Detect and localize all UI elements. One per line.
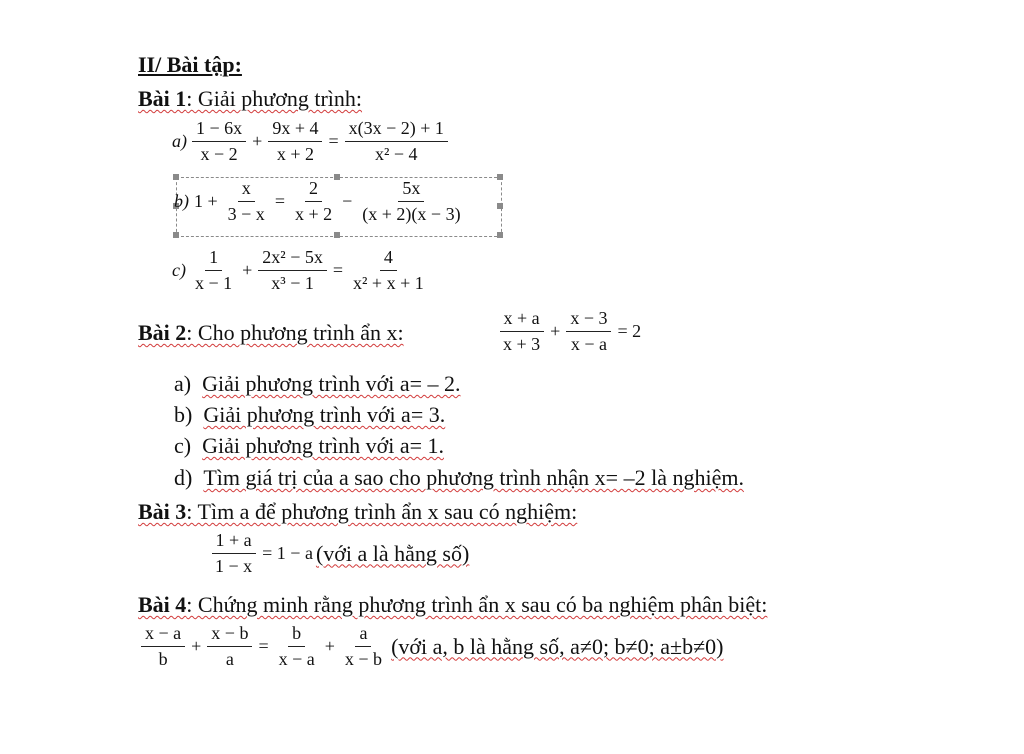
fraction xyxy=(191,247,236,294)
resize-handle[interactable] xyxy=(497,203,503,209)
fraction xyxy=(275,623,319,670)
operator: + xyxy=(550,321,561,341)
equation-1c xyxy=(172,247,431,294)
exercise-2-label: Bài 2 xyxy=(138,320,187,345)
denominator: x² − 4 xyxy=(374,144,418,164)
exercise-4-text: : Chứng minh rằng phương trình ẩn x sau có ba nghiệm phân biệt: xyxy=(186,592,768,617)
denominator: x + 2 xyxy=(276,144,314,164)
operator: − xyxy=(342,191,353,211)
numerator: 2x² − 5x xyxy=(258,247,327,271)
operator: = xyxy=(332,260,344,280)
exercise-2-item xyxy=(174,465,744,491)
operator: + xyxy=(324,636,335,656)
item-text: Giải phương trình với a= – 2. xyxy=(202,371,461,396)
resize-handle[interactable] xyxy=(497,174,503,180)
numerator: 9x + 4 xyxy=(268,118,322,142)
item-label: b) xyxy=(174,402,193,427)
denominator: x² + x + 1 xyxy=(353,273,424,293)
fraction xyxy=(499,308,544,355)
fraction xyxy=(211,530,256,577)
fraction xyxy=(258,247,327,294)
denominator: x − a xyxy=(570,334,607,354)
exercise-3-label: Bài 3 xyxy=(138,499,187,524)
fraction xyxy=(192,118,246,165)
exercise-3-text: : Tìm a để phương trình ẩn x sau có nghiệm: xyxy=(186,499,578,524)
denominator: x³ − 1 xyxy=(271,273,314,293)
denominator: 3 − x xyxy=(227,204,265,224)
fraction xyxy=(224,178,269,225)
operator: = xyxy=(328,131,339,151)
exercise-4-label: Bài 4 xyxy=(138,592,187,617)
denominator: x − 1 xyxy=(194,273,233,293)
fraction xyxy=(349,247,428,294)
lead-term: 1 + xyxy=(194,191,218,211)
denominator: x − 2 xyxy=(200,144,238,164)
equation-rhs: = 2 xyxy=(617,321,642,341)
operator: + xyxy=(242,260,253,280)
denominator: x + 3 xyxy=(503,334,541,354)
equation-1a-label: a) xyxy=(172,131,187,151)
operator: = xyxy=(274,191,285,211)
item-text: Giải phương trình với a= 1. xyxy=(202,433,444,458)
equation-rhs: = 1 − a xyxy=(262,543,313,563)
numerator: x + a xyxy=(500,308,544,332)
fraction xyxy=(345,118,448,165)
numerator: x − 3 xyxy=(566,308,611,332)
exercise-2-item xyxy=(174,402,445,428)
numerator: x − b xyxy=(207,623,252,647)
exercise-1-label: Bài 1 xyxy=(138,86,187,111)
equation-1a xyxy=(172,118,451,165)
equation-3-note: (với a là hằng số) xyxy=(315,540,470,566)
numerator: 2 xyxy=(305,178,322,202)
denominator: x + 2 xyxy=(294,204,333,224)
numerator: 1 + a xyxy=(212,530,256,554)
item-text: Giải phương trình với a= 3. xyxy=(203,402,446,427)
equation-1b-label: b) xyxy=(174,191,189,211)
resize-handle[interactable] xyxy=(497,232,503,238)
equation-3 xyxy=(208,530,469,577)
fraction xyxy=(207,623,252,670)
item-label: a) xyxy=(174,371,192,396)
exercise-2-item xyxy=(174,371,461,397)
operator: + xyxy=(191,636,202,656)
resize-handle[interactable] xyxy=(173,232,179,238)
denominator: x − b xyxy=(344,649,383,669)
fraction xyxy=(341,623,386,670)
denominator: (x + 2)(x − 3) xyxy=(362,204,461,224)
fraction xyxy=(358,178,464,225)
numerator: b xyxy=(288,623,305,647)
denominator: 1 − x xyxy=(215,556,253,576)
denominator: x − a xyxy=(278,649,315,669)
denominator: a xyxy=(225,649,234,669)
fraction xyxy=(291,178,336,225)
item-text: Tìm giá trị của a sao cho phương trình nhận x= –2 là nghiệm. xyxy=(203,465,744,490)
exercise-1-text: : Giải phương trình: xyxy=(186,86,363,111)
equation-4 xyxy=(138,623,723,670)
exercise-2-item xyxy=(174,433,444,459)
exercise-2-heading-line xyxy=(138,320,404,346)
numerator: a xyxy=(355,623,371,647)
fraction xyxy=(566,308,611,355)
exercise-2-text: : Cho phương trình ẩn x: xyxy=(186,320,404,345)
denominator: b xyxy=(158,649,168,669)
fraction xyxy=(141,623,185,670)
numerator: 4 xyxy=(380,247,397,271)
exercise-1-heading-line xyxy=(138,86,362,112)
resize-handle[interactable] xyxy=(334,232,340,238)
numerator: x xyxy=(238,178,255,202)
section-title: II/ Bài tập: xyxy=(138,52,242,77)
exercise-3-heading-line xyxy=(138,499,577,525)
exercise-4-heading-line xyxy=(138,592,767,618)
operator: = xyxy=(258,636,269,656)
numerator: 5x xyxy=(398,178,424,202)
operator: + xyxy=(252,131,263,151)
equation-1b[interactable] xyxy=(174,178,468,225)
numerator: x(3x − 2) + 1 xyxy=(345,118,448,142)
numerator: 1 xyxy=(205,247,222,271)
equation-4-note: (với a, b là hằng số, a≠0; b≠0; a±b≠0) xyxy=(391,633,724,659)
equation-2 xyxy=(496,308,644,355)
fraction xyxy=(268,118,322,165)
numerator: x − a xyxy=(141,623,185,647)
item-label: c) xyxy=(174,433,192,458)
numerator: 1 − 6x xyxy=(192,118,246,142)
equation-1c-label: c) xyxy=(172,260,186,280)
item-label: d) xyxy=(174,465,193,490)
